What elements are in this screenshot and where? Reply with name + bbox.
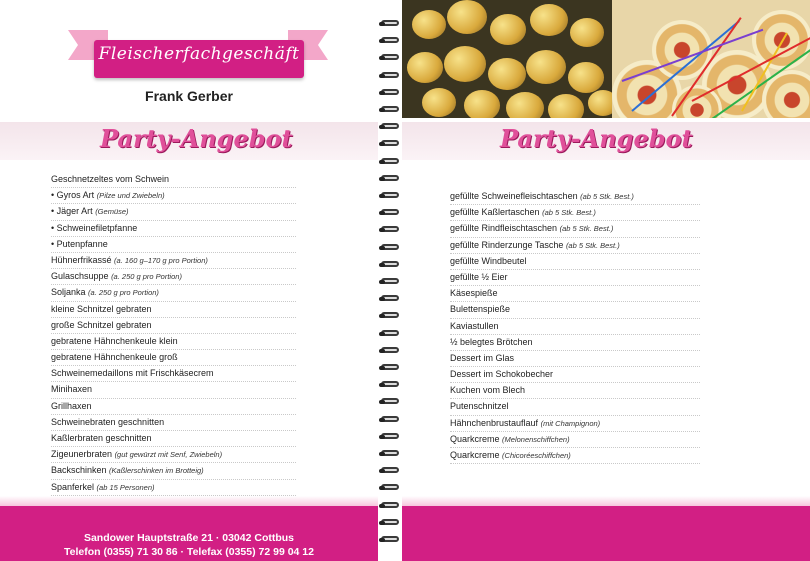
cream-puff (447, 0, 487, 34)
item-name: Spanferkel (51, 481, 95, 492)
food-photo-strip (402, 0, 810, 118)
cream-puff-photo (402, 0, 612, 118)
spiral-ring (381, 89, 399, 95)
list-item (51, 334, 296, 350)
list-item (51, 382, 296, 398)
list-item (450, 448, 700, 464)
item-name: Hühnerfrikassé (51, 254, 112, 265)
item-note: (mit Champignon) (540, 418, 601, 428)
spiral-ring (381, 536, 399, 542)
list-item (51, 318, 296, 334)
footer-fade (0, 496, 378, 506)
list-item (51, 172, 296, 188)
skewer-photo (612, 0, 810, 118)
cream-puff (444, 46, 486, 82)
list-item (51, 480, 296, 496)
item-note: (a. 250 g pro Portion) (88, 288, 159, 298)
list-item (51, 415, 296, 431)
spiral-ring (381, 519, 399, 525)
item-name: Schweinebraten geschnitten (51, 416, 165, 427)
list-item (450, 399, 700, 415)
item-name: gebratene Hähnchenkeule klein (51, 335, 178, 346)
phone-line: Telefon (0355) 71 30 86 · Telefax (0355) 72 99 04 12 (63, 546, 314, 558)
list-item (51, 366, 296, 382)
cream-puff (506, 92, 544, 118)
spiral-ring (381, 261, 399, 267)
list-item (450, 270, 700, 286)
item-name: • Putenpfanne (51, 238, 108, 249)
item-name: gefüllte Windbeutel (450, 255, 527, 266)
list-item (51, 302, 296, 318)
spiral-ring (381, 244, 399, 250)
item-name: Quarkcreme (450, 433, 500, 444)
list-item (450, 335, 700, 351)
item-name: • Jäger Art (51, 206, 93, 217)
item-note: (a. 160 g–170 g pro Portion) (114, 255, 208, 265)
item-note: (Pilze und Zwiebeln) (96, 191, 165, 201)
cream-puff (548, 94, 584, 118)
list-item (450, 383, 700, 399)
item-name: Schweinemedaillons mit Frischkäsecrem (51, 368, 214, 379)
spiral-ring (381, 226, 399, 232)
item-name: Kaßlerbraten geschnitten (51, 433, 152, 443)
list-item (51, 253, 296, 269)
list-item (51, 204, 296, 220)
spiral-ring (381, 347, 399, 353)
spiral-ring (381, 450, 399, 456)
list-item (450, 416, 700, 432)
spiral-ring (381, 54, 399, 60)
address-line: Sandower Hauptstraße 21 · 03042 Cottbus (83, 532, 295, 544)
item-note: (ab 15 Personen) (96, 482, 155, 492)
spiral-ring (381, 312, 399, 318)
item-name: gefüllte Rindfleischtaschen (450, 223, 558, 234)
item-name: Käsespieße (450, 288, 498, 299)
list-item (450, 319, 700, 335)
cream-puff (568, 62, 604, 93)
item-note: (Melonenschiffchen) (502, 434, 570, 444)
cream-puff (570, 18, 604, 47)
left-page (0, 0, 378, 561)
spiral-ring (381, 484, 399, 490)
spiral-binding (378, 0, 402, 561)
right-item-list (450, 189, 700, 464)
item-name: Dessert im Glas (450, 352, 515, 363)
item-name: gefüllte Kaßlertaschen (450, 207, 540, 218)
brand-name: Fleischerfachgeschäft (98, 44, 300, 64)
list-item (450, 205, 700, 221)
cream-puff (526, 50, 566, 84)
list-item (450, 432, 700, 448)
footer (402, 506, 810, 561)
spiral-ring (381, 106, 399, 112)
item-name: Quarkcreme (450, 450, 500, 460)
list-item (450, 286, 700, 302)
item-name: • Gyros Art (51, 190, 95, 201)
item-name: Grillhaxen (51, 400, 92, 411)
spiral-ring (381, 158, 399, 164)
item-note: (ab 5 Stk. Best.) (580, 192, 634, 201)
item-note: (gut gewürzt mit Senf, Zwiebeln) (114, 450, 223, 460)
cream-puff (464, 90, 500, 118)
item-note: (ab 5 Stk. Best.) (559, 224, 614, 234)
spiral-ring (381, 175, 399, 181)
spiral-ring (381, 381, 399, 387)
brand-banner (64, 22, 332, 92)
spiral-ring (381, 295, 399, 301)
spiral-ring (381, 72, 399, 78)
company-name: Frank Gerber (145, 88, 233, 104)
left-item-list (51, 172, 296, 512)
list-item (450, 367, 700, 383)
item-name: gefüllte ½ Eier (450, 271, 508, 282)
item-note: (a. 250 g pro Portion) (111, 272, 182, 282)
item-name: • Schweinefiletpfanne (51, 222, 138, 233)
cream-puff (422, 88, 456, 117)
spiral-ring (381, 502, 399, 508)
item-name: kleine Schnitzel gebraten (51, 303, 152, 314)
spiral-ring (381, 398, 399, 404)
cream-puff (530, 4, 568, 36)
item-name: Soljanka (51, 287, 86, 298)
list-item (51, 399, 296, 415)
list-item (51, 269, 296, 285)
item-name: gebratene Hähnchenkeule groß (51, 352, 178, 363)
cream-puff (488, 58, 526, 90)
list-item (51, 237, 296, 253)
footer-fade (402, 496, 810, 506)
spiral-ring (381, 433, 399, 439)
list-item (51, 463, 296, 479)
item-name: Dessert im Schokobecher (450, 369, 554, 380)
item-note: (ab 5 Stk. Best.) (542, 208, 596, 218)
cream-puff (490, 14, 526, 45)
item-name: Kaviastullen (450, 320, 499, 331)
list-item (51, 188, 296, 204)
spiral-ring (381, 192, 399, 198)
list-item (450, 351, 700, 367)
list-item (51, 431, 296, 447)
spiral-ring (381, 20, 399, 26)
spiral-ring (381, 364, 399, 370)
item-name: Zigeunerbraten (51, 449, 113, 460)
right-page (402, 0, 810, 561)
spiral-ring (381, 37, 399, 43)
list-item (450, 302, 700, 318)
item-name: gefüllte Rinderzunge Tasche (450, 239, 564, 250)
list-item (450, 221, 700, 237)
item-name: Hähnchenbrustauflauf (450, 417, 539, 428)
item-name: ½ belegtes Brötchen (450, 336, 533, 347)
item-name: Geschnetzeltes vom Schwein (51, 174, 170, 184)
list-item (51, 350, 296, 366)
item-name: große Schnitzel gebraten (51, 319, 152, 330)
list-item (450, 189, 700, 205)
item-note: (Gemüse) (95, 207, 129, 217)
item-name: Putenschnitzel (450, 401, 509, 412)
item-name: Backschinken (51, 465, 107, 476)
item-name: Gulaschsuppe (51, 271, 109, 282)
cream-puff (407, 52, 443, 83)
item-name: Kuchen vom Blech (450, 385, 526, 396)
item-note: (Kaßlerschinken im Brotteig) (109, 466, 204, 476)
item-name: gefüllte Schweinefleischtaschen (450, 191, 578, 201)
list-item (51, 447, 296, 463)
item-name: Bulettenspieße (450, 304, 511, 315)
list-item (450, 238, 700, 254)
list-item (51, 221, 296, 237)
spiral-ring (381, 209, 399, 215)
spiral-ring (381, 123, 399, 129)
spiral-ring (381, 278, 399, 284)
list-item (51, 285, 296, 301)
page-heading: Party-Angebot (500, 124, 693, 153)
item-name: Minihaxen (51, 384, 93, 395)
spiral-ring (381, 416, 399, 422)
item-note: (Chicoréeschiffchen) (502, 451, 571, 460)
spiral-ring (381, 330, 399, 336)
page-heading: Party-Angebot (100, 124, 293, 153)
list-item (450, 254, 700, 270)
spiral-ring (381, 140, 399, 146)
item-note: (ab 5 Stk. Best.) (565, 240, 620, 250)
spiral-ring (381, 467, 399, 473)
cream-puff (412, 10, 446, 39)
